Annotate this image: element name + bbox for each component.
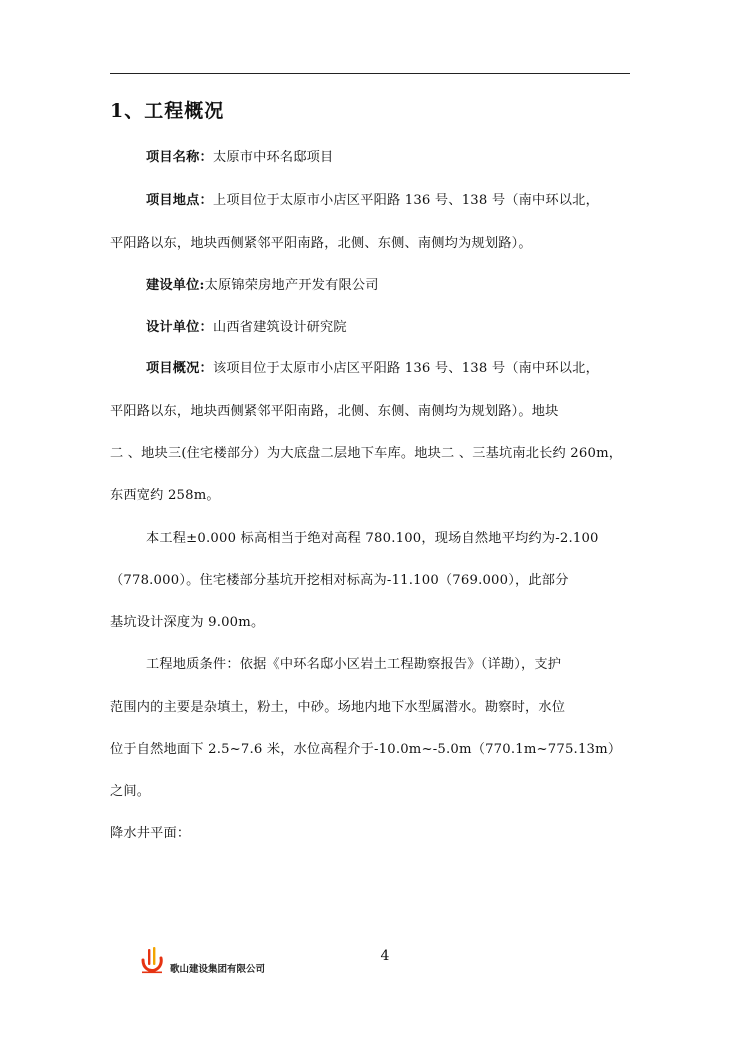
project-name-value: 太原市中环名邸项目 bbox=[212, 150, 334, 165]
geology-text-1: 工程地质条件：依据《中环名邸小区岩土工程勘察报告》（详勘），支护 bbox=[146, 657, 562, 672]
geology-text-2: 范围内的主要是杂填土，粉土，中砂。场地内地下水型属潜水。勘察时，水位 bbox=[110, 700, 566, 715]
footer-company-name: 歌山建设集团有限公司 bbox=[170, 964, 266, 975]
overview-text-2: 平阳路以东，地块西侧紧邻平阳南路，北侧、东侧、南侧均为规划路）。地块 bbox=[110, 404, 559, 419]
builder-label: 建设单位: bbox=[146, 278, 205, 293]
geology-text-3: 位于自然地面下 2.5~7.6 米，水位高程介于-10.0m~-5.0m（770.1m~775.13m） bbox=[110, 742, 622, 757]
project-name-label: 项目名称： bbox=[146, 150, 213, 165]
project-location-line bbox=[146, 189, 599, 208]
overview-text-3: 二 、地块三(住宅楼部分）为大底盘二层地下车库。地块二 、三基坑南北长约 260m， bbox=[110, 446, 623, 461]
builder-line bbox=[146, 274, 379, 293]
page-number: 4 bbox=[380, 948, 390, 964]
section-heading: 1、工程概况 bbox=[110, 100, 225, 122]
geology-text-4: 之间。 bbox=[110, 784, 151, 799]
project-name-line bbox=[146, 146, 333, 165]
overview-text-1: 该项目位于太原市小店区平阳路 136 号、138 号（南中环以北， bbox=[212, 361, 599, 376]
builder-value: 太原锦荣房地产开发有限公司 bbox=[204, 278, 379, 293]
elevation-text-3: 基坑设计深度为 9.00m。 bbox=[110, 615, 265, 630]
project-location-label: 项目地点： bbox=[146, 193, 213, 208]
designer-label: 设计单位： bbox=[146, 320, 213, 335]
overview-label: 项目概况： bbox=[146, 361, 213, 376]
company-logo-icon bbox=[140, 946, 164, 974]
project-location-text-1: 上项目位于太原市小店区平阳路 136 号、138 号（南中环以北， bbox=[212, 193, 599, 208]
dewatering-label: 降水井平面： bbox=[110, 826, 191, 841]
project-location-text-2: 平阳路以东，地块西侧紧邻平阳南路，北侧、东侧、南侧均为规划路）。 bbox=[110, 236, 532, 251]
overview-line-1 bbox=[146, 357, 599, 376]
elevation-text-1: 本工程±0.000 标高相当于绝对高程 780.100，现场自然地平均约为-2.100 bbox=[146, 531, 599, 546]
overview-text-4: 东西宽约 258m。 bbox=[110, 488, 220, 503]
elevation-text-2: （778.000）。住宅楼部分基坑开挖相对标高为-11.100（769.000），此部分 bbox=[110, 573, 569, 588]
designer-line bbox=[146, 316, 347, 335]
header-rule bbox=[110, 73, 630, 74]
designer-value: 山西省建筑设计研究院 bbox=[212, 320, 347, 335]
